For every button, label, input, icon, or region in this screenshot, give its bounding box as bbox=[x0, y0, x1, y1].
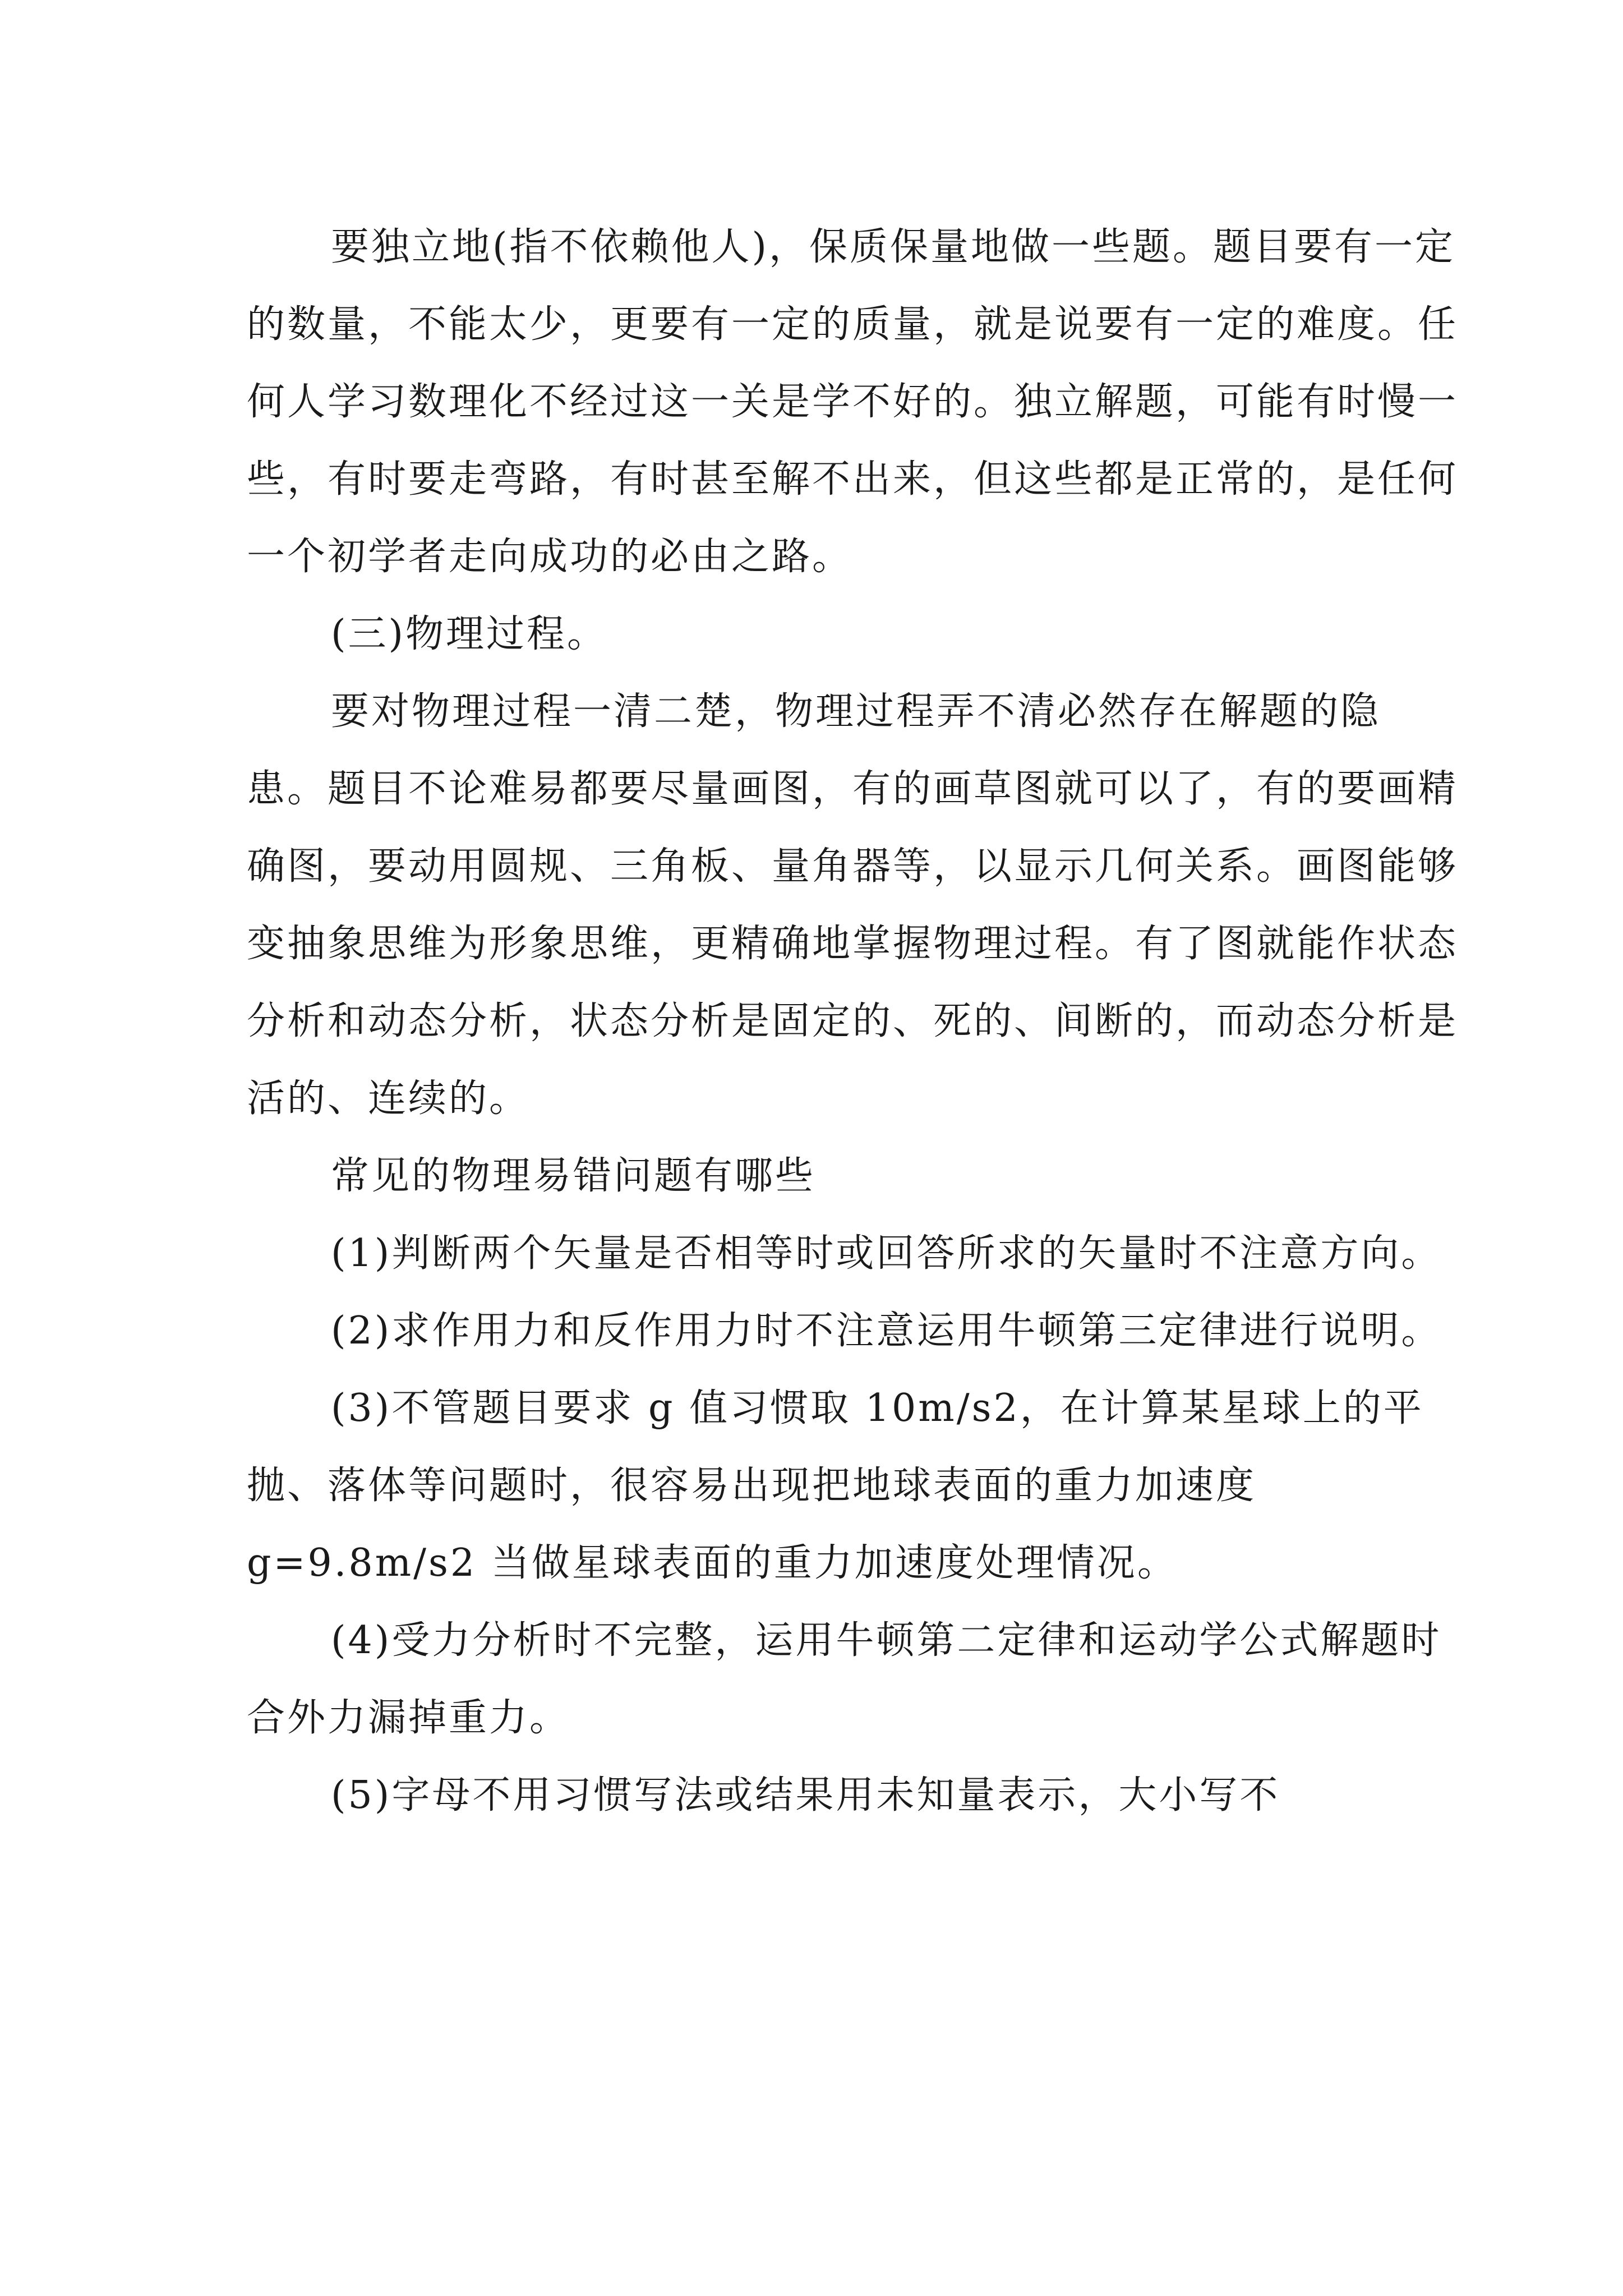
document-body bbox=[247, 209, 1458, 1834]
list-item-5 bbox=[247, 1757, 1458, 1834]
paragraph-independent-problem-solving bbox=[247, 209, 1458, 596]
list-item-text: (1)判断两个矢量是否相等时或回答所求的矢量时不注意方向。 bbox=[331, 1231, 1442, 1276]
list-item-3 bbox=[247, 1370, 1458, 1602]
list-item-text: (5)字母不用习惯写法或结果用未知量表示，大小写不 bbox=[331, 1773, 1280, 1818]
heading-text: (三)物理过程。 bbox=[331, 612, 608, 656]
section-heading-common-mistakes bbox=[247, 1138, 1458, 1215]
heading-text: 常见的物理易错问题有哪些 bbox=[331, 1154, 816, 1198]
list-item-text: (3)不管题目要求 g 值习惯取 10m/s2，在计算某星球上的平抛、落体等问题时，很容易出现把地球表面的重力加速度 g=9.8m/s2 当做星球表面的重力加速度处理情况。 bbox=[247, 1386, 1424, 1585]
list-item-4 bbox=[247, 1602, 1458, 1757]
list-item-1 bbox=[247, 1215, 1458, 1292]
list-item-text: (4)受力分析时不完整，运用牛顿第二定律和运动学公式解题时合外力漏掉重力。 bbox=[247, 1618, 1442, 1740]
paragraph-text: 要独立地(指不依赖他人)，保质保量地做一些题。题目要有一定的数量，不能太少，更要有一定的质量，就是说要有一定的难度。任何人学习数理化不经过这一关是学不好的。独立解题，可能有时慢一些，有时要走弯路，有时甚至解不出来，但这些都是正常的，是任何一个初学者走向成功的必由之路。 bbox=[247, 225, 1459, 579]
list-item-text: (2)求作用力和反作用力时不注意运用牛顿第三定律进行说明。 bbox=[331, 1309, 1442, 1353]
paragraph-physics-process bbox=[247, 673, 1458, 1138]
paragraph-text: 要对物理过程一清二楚，物理过程弄不清必然存在解题的隐患。题目不论难易都要尽量画图，有的画草图就可以了，有的要画精确图，要动用圆规、三角板、量角器等，以显示几何关系。画图能够变抽象思维为形象思维，更精确地掌握物理过程。有了图就能作状态分析和动态分析，状态分析是固定的、死的、间断的，而动态分析是活的、连续的。 bbox=[247, 689, 1459, 1121]
list-item-2 bbox=[247, 1292, 1458, 1370]
section-heading-physics-process bbox=[247, 596, 1458, 673]
